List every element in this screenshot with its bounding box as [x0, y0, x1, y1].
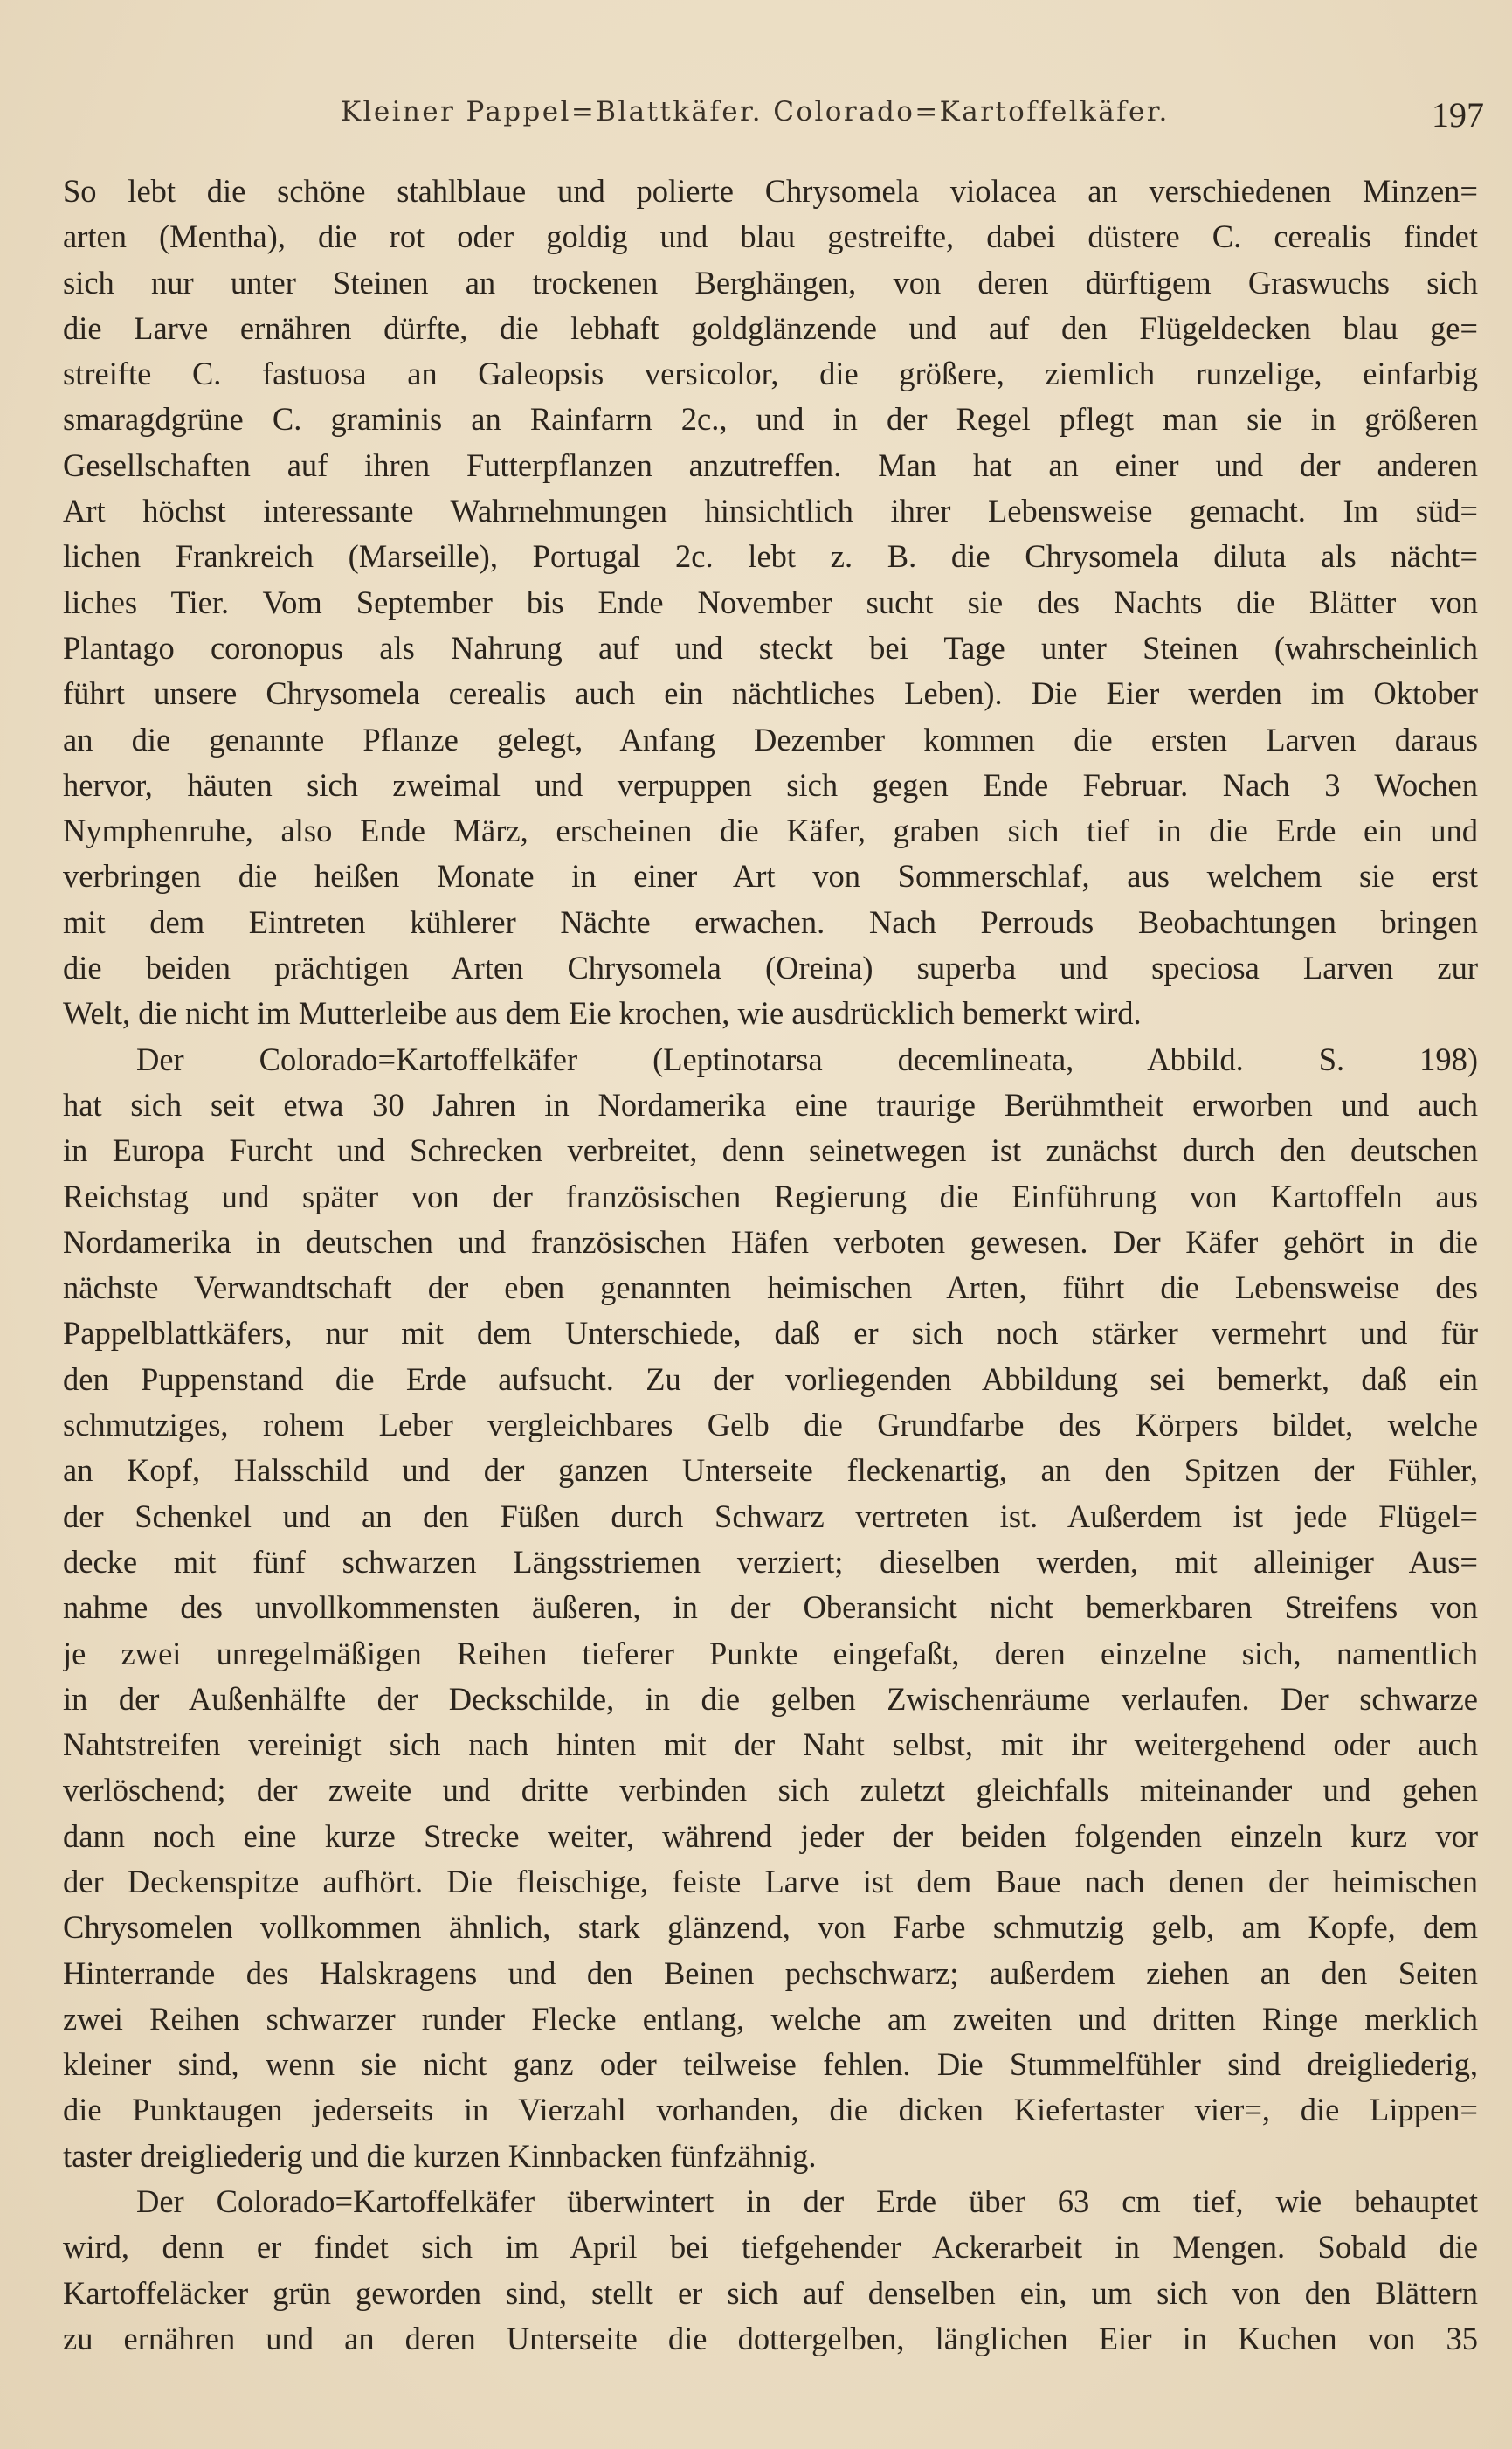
text-line: an Kopf, Halsschild und der ganzen Unterseite fleckenartig, an den Spitzen der Fühler, — [63, 1452, 1478, 1489]
text-line: Reichstag und später von der französischen Regierung die Einführung von Kartoffeln aus — [63, 1178, 1478, 1214]
paragraph-colorado-lifecycle — [63, 2179, 1478, 2362]
text-line: kleiner sind, wenn sie nicht ganz oder teilweise fehlen. Die Stummelfühler sind dreigliederig, — [63, 2046, 1478, 2083]
text-line: führt unsere Chrysomela cerealis auch ein nächtliches Leben). Die Eier werden im Oktober — [63, 675, 1478, 712]
text-line: dann noch eine kurze Strecke weiter, während jeder der beiden folgenden einzeln kurz vor — [63, 1817, 1478, 1854]
text-line: in Europa Furcht und Schrecken verbreitet, denn seinetwegen ist zunächst durch den deutschen — [63, 1132, 1478, 1169]
text-line: Nahtstreifen vereinigt sich nach hinten mit der Naht selbst, mit ihr weitergehend oder auch — [63, 1726, 1478, 1763]
text-line: schmutziges, rohem Leber vergleichbares Gelb die Grundfarbe des Körpers bildet, welche — [63, 1407, 1478, 1443]
text-line: in der Außenhälfte der Deckschilde, in die gelben Zwischenräume verlaufen. Der schwarze — [63, 1680, 1478, 1717]
text-line: Der Colorado=Kartoffelkäfer überwintert in der Erde über 63 cm tief, wie behauptet — [136, 2183, 1478, 2220]
paragraph-colorado-description — [63, 1037, 1478, 2179]
text-line: Chrysomelen vollkommen ähnlich, stark glänzend, von Farbe schmutzig gelb, am Kopfe, dem — [63, 1909, 1478, 1946]
text-line: decke mit fünf schwarzen Längsstriemen verziert; dieselben werden, mit alleiniger Aus= — [63, 1543, 1478, 1580]
text-line: wird, denn er findet sich im April bei tiefgehender Ackerarbeit in Mengen. Sobald die — [63, 2229, 1478, 2266]
text-line: zwei Reihen schwarzer runder Flecke entlang, welche am zweiten und dritten Ringe merklich — [63, 2000, 1478, 2037]
text-line: hat sich seit etwa 30 Jahren in Nordamerika eine traurige Berühmtheit erworben und auch — [63, 1086, 1478, 1123]
text-line: der Deckenspitze aufhört. Die fleischige, feiste Larve ist dem Baue nach denen der heimischen — [63, 1863, 1478, 1899]
text-line: Hinterrande des Halskragens und den Beinen pechschwarz; außerdem ziehen an den Seiten — [63, 1954, 1478, 1991]
text-line: hervor, häuten sich zweimal und verpuppen sich gegen Ende Februar. Nach 3 Wochen — [63, 766, 1478, 803]
text-line: den Puppenstand die Erde aufsucht. Zu der vorliegenden Abbildung sei bemerkt, daß ein — [63, 1360, 1478, 1397]
text-line: streifte C. fastuosa an Galeopsis versicolor, die größere, ziemlich runzelige, einfarbig — [63, 356, 1478, 392]
text-line: liches Tier. Vom September bis Ende November sucht sie des Nachts die Blätter von — [63, 584, 1478, 620]
text-line: arten (Mentha), die rot oder goldig und blau gestreifte, dabei düstere C. cerealis findet — [63, 218, 1478, 255]
text-line: smaragdgrüne C. graminis an Rainfarrn 2c., und in der Regel pflegt man sie in größeren — [63, 401, 1478, 438]
text-line: zu ernähren und an deren Unterseite die dottergelben, länglichen Eier in Kuchen von 35 — [63, 2320, 1478, 2356]
text-line: die Larve ernähren dürfte, die lebhaft goldglänzende und auf den Flügeldecken blau ge= — [63, 309, 1478, 346]
text-line: Nymphenruhe, also Ende März, erscheinen die Käfer, graben sich tief in die Erde ein und — [63, 813, 1478, 849]
text-line: nächste Verwandtschaft der eben genannten heimischen Arten, führt die Lebensweise des — [63, 1269, 1478, 1306]
text-line: mit dem Eintreten kühlerer Nächte erwachen. Nach Perrouds Beobachtungen bringen — [63, 903, 1478, 940]
running-head — [63, 94, 1484, 135]
text-line: Gesellschaften auf ihren Futterpflanzen anzutreffen. Man hat an einer und der anderen — [63, 446, 1478, 483]
text-line: die beiden prächtigen Arten Chrysomela (Oreina) superba und speciosa Larven zur — [63, 950, 1478, 986]
text-line: nahme des unvollkommensten äußeren, in der Oberansicht nicht bemerkbaren Streifens von — [63, 1589, 1478, 1626]
page-number: 197 — [1432, 95, 1484, 135]
text-line: die Punktaugen jederseits in Vierzahl vorhanden, die dicken Kiefertaster vier=, die Lippen= — [63, 2092, 1478, 2128]
text-line: Der Colorado=Kartoffelkäfer (Leptinotarsa decemlineata, Abbild. S. 198) — [136, 1041, 1478, 1077]
text-line: Nordamerika in deutschen und französischen Häfen verboten gewesen. Der Käfer gehört in die — [63, 1223, 1478, 1260]
body-text — [63, 169, 1478, 2362]
text-line: verbringen die heißen Monate in einer Art von Sommerschlaf, aus welchem sie erst — [63, 858, 1478, 895]
text-line: So lebt die schöne stahlblaue und polierte Chrysomela violacea an verschiedenen Minzen= — [63, 173, 1478, 209]
text-line: sich nur unter Steinen an trockenen Berghängen, von deren dürftigem Graswuchs sich — [63, 264, 1478, 301]
text-line: der Schenkel und an den Füßen durch Schwarz vertreten ist. Außerdem ist jede Flügel= — [63, 1498, 1478, 1534]
text-line: Art höchst interessante Wahrnehmungen hinsichtlich ihrer Lebensweise gemacht. Im süd= — [63, 493, 1478, 529]
text-line: Pappelblattkäfers, nur mit dem Unterschiede, daß er sich noch stärker vermehrt und für — [63, 1315, 1478, 1352]
text-line: Plantago coronopus als Nahrung auf und steckt bei Tage unter Steinen (wahrscheinlich — [63, 629, 1478, 666]
text-line: taster dreigliederig und die kurzen Kinnbacken fünfzähnig. — [63, 2137, 817, 2174]
text-line: lichen Frankreich (Marseille), Portugal 2c. lebt z. B. die Chrysomela diluta als nächt= — [63, 538, 1478, 575]
text-line: verlöschend; der zweite und dritte verbinden sich zuletzt gleichfalls miteinander und gehen — [63, 1772, 1478, 1809]
running-title: Kleiner Pappel=Blattkäfer. Colorado=Kartoffelkäfer. — [341, 96, 1170, 128]
text-line: an die genannte Pflanze gelegt, Anfang Dezember kommen die ersten Larven daraus — [63, 721, 1478, 758]
text-line: Welt, die nicht im Mutterleibe aus dem Eie krochen, wie ausdrücklich bemerkt wird. — [63, 995, 1142, 1032]
text-line: je zwei unregelmäßigen Reihen tieferer Punkte eingefaßt, deren einzelne sich, namentlich — [63, 1635, 1478, 1671]
paragraph-violacea — [63, 169, 1478, 1037]
text-line: Kartoffeläcker grün geworden sind, stellt er sich auf denselben ein, um sich von den Blättern — [63, 2274, 1478, 2311]
